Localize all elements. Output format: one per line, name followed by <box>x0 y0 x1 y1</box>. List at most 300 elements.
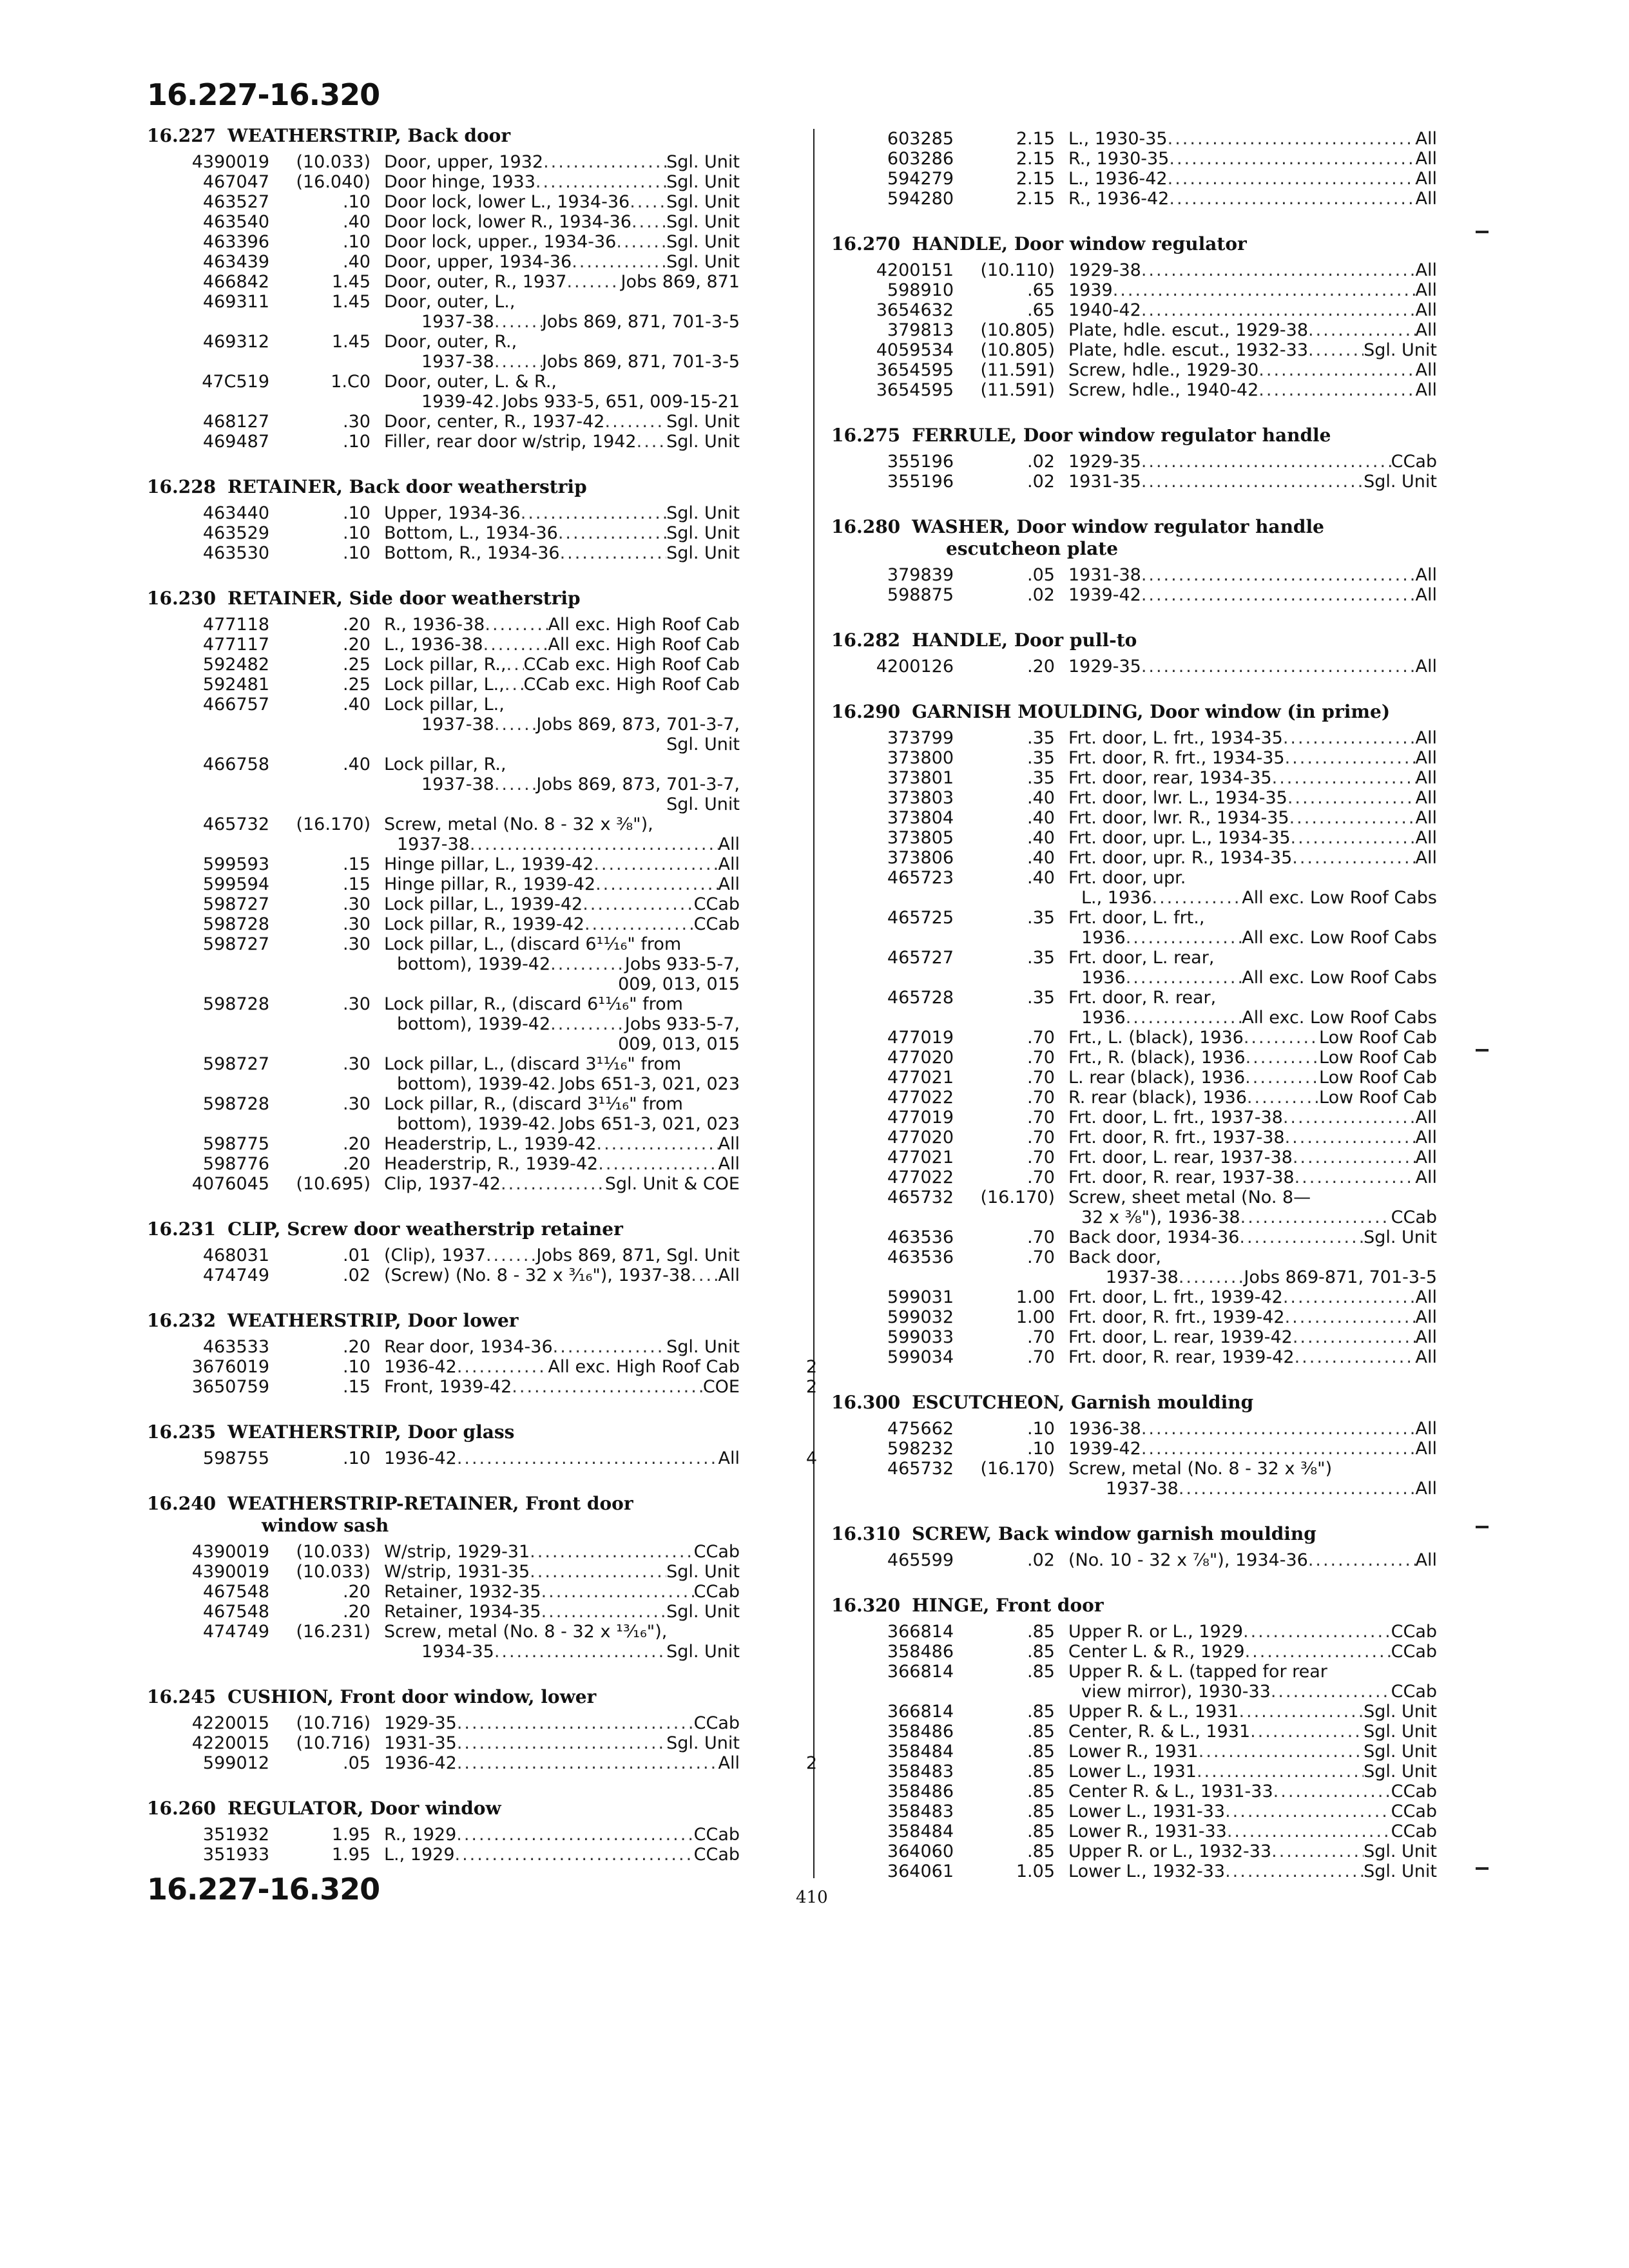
parts-row <box>831 1742 1437 1762</box>
description-text: 1934-35 <box>421 1642 494 1662</box>
model-application: All <box>718 874 740 894</box>
description-line <box>384 715 740 735</box>
description-text: 1939-42 <box>1068 1439 1141 1459</box>
description-text: Lock pillar, R., (discard 6¹¹⁄₁₆" from <box>384 994 683 1014</box>
model-application: All <box>1415 1347 1437 1367</box>
section-number: 16.310 <box>831 1523 901 1544</box>
description-text: Frt. door, L. frt., <box>1068 908 1205 928</box>
description-text: 1929-35 <box>384 1713 457 1733</box>
description-line <box>1068 1821 1437 1841</box>
parts-row <box>831 1722 1437 1742</box>
part-number: 598755 <box>202 1448 269 1468</box>
model-application: Sgl. Unit <box>666 252 740 272</box>
model-application: Sgl. Unit <box>666 152 740 172</box>
part-number: 598232 <box>887 1439 954 1459</box>
part-price: 2.15 <box>1016 149 1055 169</box>
model-application: Sgl. Unit <box>1364 340 1437 360</box>
part-price: .85 <box>1027 1662 1055 1682</box>
description-text: 1931-35 <box>384 1733 457 1753</box>
model-application: All exc. High Roof Cab <box>548 615 740 635</box>
part-description <box>384 543 740 563</box>
part-description <box>1068 1802 1437 1821</box>
part-number: 463536 <box>887 1247 954 1267</box>
dot-leader <box>1271 1841 1364 1861</box>
parts-row <box>831 280 1437 300</box>
parts-row <box>831 1168 1437 1187</box>
part-description <box>384 1733 740 1753</box>
model-application: All <box>718 1448 740 1468</box>
part-number: 465732 <box>887 1187 954 1207</box>
section-heading <box>147 1218 740 1240</box>
parts-row <box>831 1550 1437 1570</box>
description-line <box>384 1014 740 1034</box>
dot-leader <box>1126 1008 1242 1028</box>
part-price: .70 <box>1027 1088 1055 1108</box>
description-line <box>1068 1287 1437 1307</box>
part-description <box>1068 320 1437 340</box>
part-number: 598727 <box>202 1054 269 1074</box>
section-number: 16.280 <box>831 516 901 537</box>
part-description <box>1068 1128 1437 1148</box>
description-line <box>384 1377 740 1397</box>
part-price: .70 <box>1027 1247 1055 1267</box>
parts-row <box>147 994 740 1054</box>
part-number: 379839 <box>887 565 954 585</box>
parts-row <box>147 232 740 252</box>
description-text: Lock pillar, R., 1939-42 <box>384 914 584 934</box>
model-application: All <box>1415 320 1437 340</box>
dot-leader <box>1291 828 1416 848</box>
model-application: Sgl. Unit <box>666 1337 740 1357</box>
part-price: 2.15 <box>1016 129 1055 149</box>
description-text: Lock pillar, R., <box>384 754 506 774</box>
description-text: Hinge pillar, L., 1939-42 <box>384 854 594 874</box>
section-title: GARNISH MOULDING, <box>912 701 1150 722</box>
parts-row <box>147 523 740 543</box>
catalog-section <box>147 1686 817 1773</box>
section-subtitle: Screw door weatherstrip retainer <box>287 1218 623 1240</box>
part-price: .30 <box>343 1094 371 1114</box>
part-number: 4390019 <box>191 1542 269 1562</box>
dot-leader <box>456 1825 693 1845</box>
parts-row <box>147 272 740 292</box>
part-number: 373805 <box>887 828 954 848</box>
part-price: .30 <box>343 412 371 432</box>
description-text: Door, outer, R., <box>384 332 517 352</box>
part-price: (10.716) <box>296 1713 371 1733</box>
part-price: (16.170) <box>980 1187 1055 1207</box>
description-line <box>1068 657 1437 677</box>
description-line <box>384 1074 740 1094</box>
part-number: 463439 <box>202 252 269 272</box>
part-price: (16.170) <box>980 1459 1055 1479</box>
description-text: 1937-38 <box>397 834 470 854</box>
part-description <box>384 695 740 754</box>
description-line <box>1068 1148 1437 1168</box>
parts-row <box>147 1845 740 1865</box>
part-description <box>1068 868 1437 908</box>
description-line <box>384 854 740 874</box>
description-line <box>384 503 740 523</box>
part-number: 467047 <box>202 172 269 192</box>
model-application: All <box>1415 280 1437 300</box>
model-application: Jobs 869, 873, 701-3-7, <box>536 774 740 794</box>
description-line <box>384 1562 740 1582</box>
description-line <box>1068 1642 1437 1662</box>
part-description <box>384 655 740 675</box>
part-price: .35 <box>1027 908 1055 928</box>
part-price: (10.033) <box>296 152 371 172</box>
dot-leader <box>566 272 621 292</box>
description-line <box>384 252 740 272</box>
model-application: All <box>1415 1479 1437 1499</box>
part-number: 598727 <box>202 934 269 954</box>
part-price: .70 <box>1027 1327 1055 1347</box>
part-description <box>1068 728 1437 748</box>
part-number: 469312 <box>202 332 269 352</box>
part-description <box>384 1154 740 1174</box>
description-line <box>384 232 740 252</box>
part-description <box>384 854 740 874</box>
description-text: Screw, hdle., 1929-30 <box>1068 360 1259 380</box>
model-application: CCab <box>1391 1622 1437 1642</box>
parts-row <box>831 1662 1437 1702</box>
parts-row <box>147 292 740 332</box>
catalog-section <box>147 588 740 1194</box>
part-description <box>1068 908 1437 948</box>
description-line <box>384 1114 740 1134</box>
description-text: Retainer, 1932-35 <box>384 1582 541 1602</box>
dot-leader <box>494 774 537 794</box>
parts-row <box>831 1227 1437 1247</box>
part-number: 594280 <box>887 189 954 209</box>
part-number: 351933 <box>202 1845 269 1865</box>
description-text: L., 1936 <box>1081 888 1152 908</box>
part-description <box>1068 657 1437 677</box>
description-line <box>384 695 740 715</box>
parts-row <box>147 894 740 914</box>
margin-mark <box>1476 1526 1489 1528</box>
model-application: All <box>1415 189 1437 209</box>
description-text: L., 1930-35 <box>1068 129 1168 149</box>
description-text: W/strip, 1931-35 <box>384 1562 530 1582</box>
model-application: CCab <box>693 1713 740 1733</box>
description-line <box>1068 472 1437 492</box>
catalog-section <box>831 701 1437 1367</box>
description-text: Frt. door, upr. <box>1068 868 1186 888</box>
part-description <box>1068 565 1437 585</box>
part-number: 465728 <box>887 988 954 1008</box>
section-subtitle-continued: escutcheon plate <box>946 538 1119 559</box>
section-number: 16.282 <box>831 629 901 651</box>
description-line <box>1068 360 1437 380</box>
parts-row <box>831 1762 1437 1782</box>
model-application: Sgl. Unit <box>666 523 740 543</box>
dot-leader <box>1141 565 1416 585</box>
model-application: CCab <box>693 914 740 934</box>
part-description <box>384 1265 740 1285</box>
description-line <box>384 372 740 392</box>
description-text: Upper R. or L., 1929 <box>1068 1622 1244 1642</box>
model-application: All <box>1415 1307 1437 1327</box>
model-application: COE <box>702 1377 740 1397</box>
description-line <box>384 1825 740 1845</box>
part-number: 599012 <box>202 1753 269 1773</box>
description-line <box>384 874 740 894</box>
description-text: Screw, hdle., 1940-42 <box>1068 380 1259 400</box>
part-price: .10 <box>1027 1439 1055 1459</box>
part-description <box>1068 260 1437 280</box>
model-application: All <box>1415 585 1437 605</box>
part-number: 598727 <box>202 894 269 914</box>
part-number: 463396 <box>202 232 269 252</box>
model-application: Sgl. Unit <box>666 412 740 432</box>
section-subtitle: Side door weatherstrip <box>349 588 581 609</box>
part-number: 366814 <box>887 1622 954 1642</box>
part-description <box>384 1357 740 1377</box>
part-description <box>1068 1662 1437 1702</box>
part-description <box>384 272 740 292</box>
description-line <box>1068 1088 1437 1108</box>
model-application: Low Roof Cab <box>1319 1088 1437 1108</box>
model-application: All <box>1415 565 1437 585</box>
part-number: 366814 <box>887 1702 954 1722</box>
part-number: 463533 <box>202 1337 269 1357</box>
part-description <box>1068 1148 1437 1168</box>
part-number: 477021 <box>887 1068 954 1088</box>
dot-leader <box>541 1602 667 1622</box>
dot-leader <box>584 914 694 934</box>
part-description <box>384 212 740 232</box>
dot-leader <box>494 1642 666 1662</box>
part-price: .85 <box>1027 1702 1055 1722</box>
part-description <box>1068 1327 1437 1347</box>
dot-leader <box>506 655 524 675</box>
description-line <box>1068 1802 1437 1821</box>
description-line <box>384 212 740 232</box>
part-number: 469311 <box>202 292 269 312</box>
description-text: Lock pillar, L., (discard 6¹¹⁄₁₆" from <box>384 934 682 954</box>
description-text: Screw, metal (No. 8 - 32 x ¹³⁄₁₆"), <box>384 1622 668 1642</box>
dot-leader <box>543 152 666 172</box>
description-line <box>1068 988 1437 1008</box>
part-number: 477020 <box>887 1128 954 1148</box>
dot-leader <box>1141 1419 1416 1439</box>
part-price: .85 <box>1027 1642 1055 1662</box>
part-number: 358484 <box>887 1821 954 1841</box>
part-price: 1.05 <box>1016 1861 1055 1881</box>
part-price: .10 <box>343 543 371 563</box>
description-line <box>384 754 740 774</box>
section-number: 16.232 <box>147 1310 217 1331</box>
model-application: All <box>1415 788 1437 808</box>
part-description <box>384 1562 740 1582</box>
model-application: CCab <box>1391 452 1437 472</box>
part-price: .85 <box>1027 1762 1055 1782</box>
part-price: .20 <box>343 635 371 655</box>
model-application: Sgl. Unit <box>666 172 740 192</box>
part-description <box>384 914 740 934</box>
description-line <box>384 272 740 292</box>
part-description <box>384 1602 740 1622</box>
parts-row <box>147 252 740 272</box>
description-text: Frt. door, L. rear, 1937-38 <box>1068 1148 1293 1168</box>
description-text: Frt. door, R. frt., 1939-42 <box>1068 1307 1285 1327</box>
section-title: RETAINER, <box>227 588 349 609</box>
dot-leader <box>1239 1227 1364 1247</box>
description-text: Upper R. & L., 1931 <box>1068 1702 1239 1722</box>
description-text: 1929-38 <box>1068 260 1141 280</box>
parts-row <box>831 169 1437 189</box>
dot-leader <box>1285 1307 1416 1327</box>
parts-row <box>147 332 740 372</box>
part-number: 465725 <box>887 908 954 928</box>
dot-leader <box>572 252 666 272</box>
parts-row <box>831 260 1437 280</box>
dot-leader <box>1141 472 1364 492</box>
dot-leader <box>1141 300 1416 320</box>
section-title: FERRULE, <box>912 425 1023 446</box>
parts-row <box>831 1128 1437 1148</box>
parts-row <box>831 728 1437 748</box>
section-title: HANDLE, <box>912 629 1014 651</box>
part-number: 598728 <box>202 994 269 1014</box>
description-line <box>1068 1682 1437 1702</box>
section-title: HANDLE, <box>912 233 1014 255</box>
model-application: CCab <box>693 1542 740 1562</box>
model-application: CCab <box>1391 1642 1437 1662</box>
model-application: Sgl. Unit <box>666 1642 740 1662</box>
dot-leader <box>1197 1762 1364 1782</box>
dot-leader <box>1246 1048 1319 1068</box>
model-application: Jobs 933-5, 651, 009-15-21 <box>502 392 740 412</box>
parts-row <box>147 1154 740 1174</box>
description-text: (Clip), 1937 <box>384 1245 486 1265</box>
part-description <box>384 1825 740 1845</box>
parts-row <box>147 1733 740 1753</box>
part-price: .40 <box>343 252 371 272</box>
part-price: .85 <box>1027 1782 1055 1802</box>
part-description <box>384 1713 740 1733</box>
parts-row <box>831 1148 1437 1168</box>
dot-leader <box>553 1337 666 1357</box>
model-application: Sgl. Unit <box>1364 472 1437 492</box>
model-application: All <box>1415 1168 1437 1187</box>
dot-leader <box>1225 1802 1391 1821</box>
part-number: 3654595 <box>876 360 954 380</box>
dot-leader <box>1293 1327 1416 1347</box>
description-text: Frt. door, R. frt., 1937-38 <box>1068 1128 1285 1148</box>
part-price: .15 <box>343 1377 371 1397</box>
section-number: 16.260 <box>147 1798 217 1819</box>
description-line <box>384 412 740 432</box>
part-description <box>384 934 740 994</box>
dot-leader <box>486 1245 536 1265</box>
quantity: 2 <box>805 1753 817 1773</box>
part-price: .10 <box>343 503 371 523</box>
part-price: .85 <box>1027 1742 1055 1762</box>
model-application: CCab <box>693 1582 740 1602</box>
description-text: Door, upper, 1934-36 <box>384 252 572 272</box>
left-column <box>147 125 817 1889</box>
model-application: All exc. High Roof Cab <box>548 635 740 655</box>
part-description <box>1068 808 1437 828</box>
section-number: 16.228 <box>147 476 217 497</box>
part-number: 463529 <box>202 523 269 543</box>
part-number: 474749 <box>202 1622 269 1642</box>
description-text: Lock pillar, L., <box>384 695 505 715</box>
part-price: .70 <box>1027 1168 1055 1187</box>
description-line <box>384 1733 740 1753</box>
parts-row <box>831 472 1437 492</box>
parts-row <box>831 1108 1437 1128</box>
description-text: Door, outer, R., 1937 <box>384 272 567 292</box>
model-application: Sgl. Unit <box>1364 1742 1437 1762</box>
part-description <box>384 1582 740 1602</box>
parts-row <box>831 1088 1437 1108</box>
part-number: 598728 <box>202 1094 269 1114</box>
dot-leader <box>512 1377 703 1397</box>
dot-leader <box>457 1753 718 1773</box>
model-application: All <box>1415 1128 1437 1148</box>
description-text: Upper, 1934-36 <box>384 503 521 523</box>
dot-leader <box>1113 280 1416 300</box>
part-price: .35 <box>1027 988 1055 1008</box>
catalog-section <box>147 1493 740 1662</box>
model-application: Jobs 869, 871, 701-3-5 <box>541 352 740 372</box>
parts-row <box>147 1825 740 1845</box>
parts-row <box>831 1622 1437 1642</box>
description-text: Frt. door, upr. L., 1934-35 <box>1068 828 1291 848</box>
section-number: 16.240 <box>147 1493 217 1514</box>
section-subtitle: Back window garnish moulding <box>998 1523 1316 1544</box>
part-price: .85 <box>1027 1622 1055 1642</box>
description-line <box>384 914 740 934</box>
part-number: 466758 <box>202 754 269 774</box>
part-description <box>1068 1459 1437 1499</box>
parts-row <box>831 1459 1437 1499</box>
right-column <box>831 129 1437 1906</box>
part-price: .10 <box>343 232 371 252</box>
dot-leader <box>1245 1642 1391 1662</box>
part-price: .10 <box>343 1448 371 1468</box>
description-text: Door hinge, 1933 <box>384 172 535 192</box>
section-heading <box>831 1523 1437 1545</box>
part-number: 594279 <box>887 169 954 189</box>
section-subtitle: Front door <box>525 1493 633 1514</box>
model-application: Sgl. Unit <box>1364 1861 1437 1881</box>
model-application: All <box>1415 1419 1437 1439</box>
section-heading <box>831 1392 1437 1414</box>
dot-leader <box>1308 320 1416 340</box>
parts-row <box>831 149 1437 169</box>
model-application: CCab exc. High Roof Cab <box>523 675 740 695</box>
page-header-title: 16.227-16.320 <box>147 77 380 112</box>
description-line <box>384 172 740 192</box>
part-number: 351932 <box>202 1825 269 1845</box>
description-text: Rear door, 1934-36 <box>384 1337 553 1357</box>
section-number: 16.245 <box>147 1686 217 1707</box>
parts-row <box>147 635 740 655</box>
part-price: .20 <box>343 1602 371 1622</box>
dot-leader <box>1141 657 1416 677</box>
parts-row <box>147 1337 740 1357</box>
section-heading <box>831 233 1437 255</box>
dot-leader <box>1273 1782 1391 1802</box>
part-number: 592482 <box>202 655 269 675</box>
section-subtitle: Door pull-to <box>1014 629 1137 651</box>
description-text: view mirror), 1930-33 <box>1081 1682 1271 1702</box>
